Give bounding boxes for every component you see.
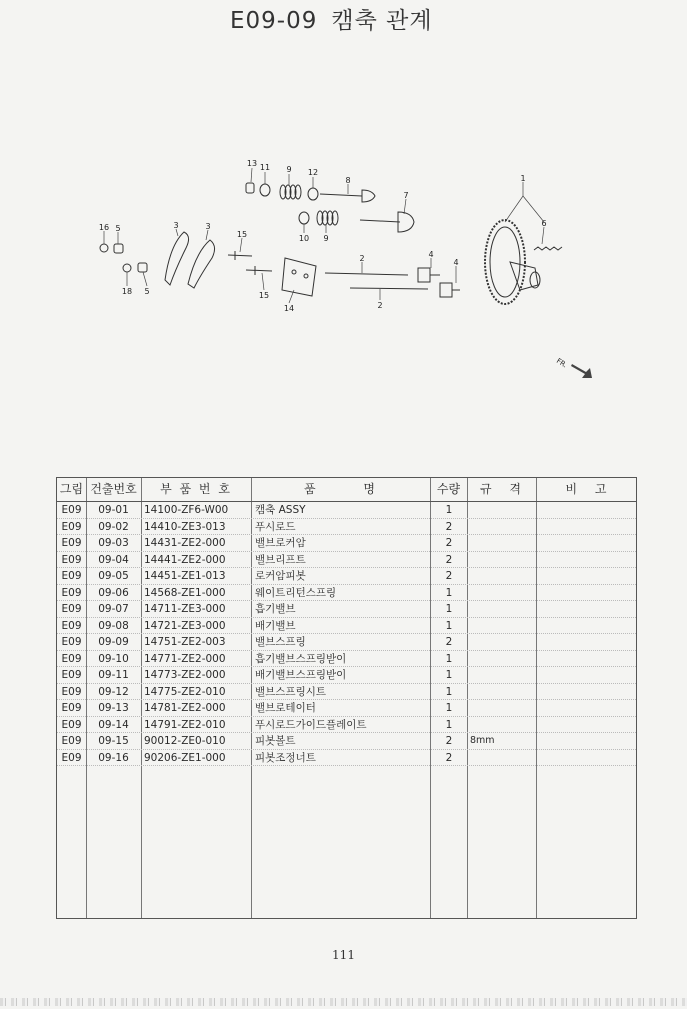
callout-label: 2 xyxy=(377,301,383,310)
row-part-no: 14775-ZE2-010 xyxy=(144,685,226,698)
table-row xyxy=(57,700,636,717)
row-part-no: 14791-ZE2-010 xyxy=(144,718,226,731)
row-item-no: 09-05 xyxy=(98,570,129,582)
part-9-valve-spring-upper xyxy=(280,185,301,199)
row-figure: E09 xyxy=(61,751,82,764)
table-row xyxy=(57,651,636,668)
row-figure: E09 xyxy=(61,553,82,566)
part-12-spring-seat xyxy=(308,188,318,200)
row-part-no: 14773-ZE2-000 xyxy=(144,669,226,681)
part-9-valve-spring-lower xyxy=(317,211,338,225)
part-3-rocker-arm-right xyxy=(188,240,215,288)
table-row xyxy=(57,733,636,750)
row-quantity: 1 xyxy=(445,669,453,681)
table-row xyxy=(57,568,636,585)
callout-label: 5 xyxy=(115,224,121,233)
row-figure: E09 xyxy=(61,619,82,632)
row-spec: 8mm xyxy=(470,735,495,746)
row-item-no: 09-09 xyxy=(98,636,129,648)
table-row xyxy=(57,535,636,552)
row-separator xyxy=(57,765,636,766)
row-quantity: 2 xyxy=(445,553,453,566)
row-item-no: 09-11 xyxy=(98,669,129,681)
row-part-name: 웨이트리턴스프링 xyxy=(255,586,337,599)
row-item-no: 09-02 xyxy=(98,520,129,533)
table-row xyxy=(57,634,636,651)
row-figure: E09 xyxy=(61,603,82,615)
row-part-name: 밸브스프링 xyxy=(255,636,306,648)
row-item-no: 09-07 xyxy=(98,603,129,615)
row-item-no: 09-14 xyxy=(98,718,129,731)
part-15-pivot-bolt-upper xyxy=(228,251,252,260)
row-spec xyxy=(468,502,538,519)
row-part-name: 피봇조정너트 xyxy=(255,751,316,764)
row-figure: E09 xyxy=(61,669,82,681)
table-row xyxy=(57,502,636,519)
part-3-rocker-arm-left xyxy=(165,232,189,285)
row-quantity: 2 xyxy=(445,751,453,764)
row-spec xyxy=(468,717,538,734)
table-row xyxy=(57,667,636,684)
row-item-no: 09-04 xyxy=(98,553,129,566)
row-part-no: 14751-ZE2-003 xyxy=(144,636,226,648)
row-item-no: 09-03 xyxy=(98,537,129,549)
table-row xyxy=(57,585,636,602)
callout-label: 18 xyxy=(121,287,133,296)
table-row xyxy=(57,750,636,767)
parts-table xyxy=(56,477,637,919)
header-quantity: 수량 xyxy=(436,482,461,496)
row-part-name: 푸시로드 xyxy=(255,520,296,533)
table-row xyxy=(57,552,636,569)
row-figure: E09 xyxy=(61,702,82,714)
part-8-exhaust-valve xyxy=(320,190,375,202)
row-quantity: 1 xyxy=(445,718,453,731)
table-row xyxy=(57,717,636,734)
part-5-rocker-arm-pivot-upper xyxy=(114,244,123,253)
row-part-no: 14410-ZE3-013 xyxy=(144,520,226,533)
row-part-no: 90206-ZE1-000 xyxy=(144,751,226,764)
row-part-no: 14568-ZE1-000 xyxy=(144,586,226,599)
page-title-code: E09-09 xyxy=(230,8,318,34)
header-figure: 그림 xyxy=(59,482,84,496)
row-spec xyxy=(468,519,538,536)
callout-label: 13 xyxy=(246,159,258,168)
part-5-rocker-arm-pivot-lower xyxy=(138,263,147,272)
row-item-no: 09-01 xyxy=(98,504,129,516)
part-6-weight-return-spring xyxy=(534,247,562,250)
row-spec xyxy=(468,684,538,701)
row-figure: E09 xyxy=(61,504,82,516)
callout-label: 2 xyxy=(359,254,365,263)
header-item-no: 건출번호 xyxy=(90,482,137,496)
row-part-name: 밸브리프트 xyxy=(255,553,306,566)
row-part-name: 캠축 ASSY xyxy=(255,504,306,516)
part-4-valve-lifter-lower xyxy=(440,283,460,297)
header-spec: 규 격 xyxy=(480,482,523,496)
row-item-no: 09-08 xyxy=(98,619,129,632)
callout-label: 9 xyxy=(323,234,329,243)
row-part-name: 배기밸브스프링받이 xyxy=(255,669,347,681)
row-quantity: 2 xyxy=(445,636,453,648)
row-quantity: 1 xyxy=(445,702,453,714)
row-spec xyxy=(468,535,538,552)
part-11-retainer xyxy=(260,184,270,196)
row-figure: E09 xyxy=(61,735,82,747)
callout-label: 14 xyxy=(283,304,295,313)
row-figure: E09 xyxy=(61,685,82,698)
row-figure: E09 xyxy=(61,570,82,582)
row-part-no: 14441-ZE2-000 xyxy=(144,553,226,566)
row-spec xyxy=(468,667,538,684)
front-direction-arrow xyxy=(555,357,592,378)
row-quantity: 2 xyxy=(445,570,453,582)
callout-label: 15 xyxy=(258,291,270,300)
row-part-no: 90012-ZE0-010 xyxy=(144,735,226,747)
part-1-camshaft-assy xyxy=(485,220,540,304)
row-part-no: 14781-ZE2-000 xyxy=(144,702,226,714)
row-spec xyxy=(468,651,538,668)
callout-label: 8 xyxy=(345,176,351,185)
page-number: 111 xyxy=(332,948,355,962)
row-item-no: 09-10 xyxy=(98,652,129,665)
table-row xyxy=(57,618,636,635)
row-part-no: 14721-ZE3-000 xyxy=(144,619,226,632)
callout-label: 6 xyxy=(541,219,547,228)
row-part-no: 14431-ZE2-000 xyxy=(144,537,226,549)
row-part-name: 푸시로드가이드플레이트 xyxy=(255,718,367,731)
row-figure: E09 xyxy=(61,586,82,599)
row-spec xyxy=(468,585,538,602)
callout-label: 4 xyxy=(428,250,434,259)
row-figure: E09 xyxy=(61,537,82,549)
row-spec xyxy=(468,601,538,618)
header-remarks: 비 고 xyxy=(565,482,609,496)
row-quantity: 2 xyxy=(445,537,453,549)
page-title xyxy=(230,2,470,32)
row-part-no: 14451-ZE1-013 xyxy=(144,570,226,582)
header-part-name: 품 명 xyxy=(304,482,377,496)
row-item-no: 09-13 xyxy=(98,702,129,714)
row-quantity: 1 xyxy=(445,603,453,615)
row-quantity: 2 xyxy=(445,735,453,747)
table-row xyxy=(57,684,636,701)
row-part-name: 로커암피봇 xyxy=(255,570,306,582)
callout-label: 10 xyxy=(298,234,310,243)
callout-label: 7 xyxy=(403,191,409,200)
row-part-no: 14771-ZE2-000 xyxy=(144,652,226,665)
row-figure: E09 xyxy=(61,718,82,731)
row-spec xyxy=(468,552,538,569)
front-direction-label: FR. xyxy=(554,356,569,370)
part-15-pivot-bolt-lower xyxy=(246,266,272,275)
row-part-no: 14711-ZE3-000 xyxy=(144,603,226,615)
part-2-pushrod-upper xyxy=(325,273,408,275)
callout-label: 11 xyxy=(259,163,271,172)
row-part-name: 밸브로커암 xyxy=(255,537,306,549)
row-part-name: 밸브로테이터 xyxy=(255,702,316,714)
row-spec xyxy=(468,618,538,635)
part-7-intake-valve xyxy=(360,212,414,232)
callout-label: 9 xyxy=(286,165,292,174)
scan-edge-artifact xyxy=(0,998,687,1006)
part-4-valve-lifter-upper xyxy=(418,268,440,282)
callout-label: 1 xyxy=(520,174,526,183)
row-spec xyxy=(468,634,538,651)
row-item-no: 09-12 xyxy=(98,685,129,698)
callout-label: 16 xyxy=(98,223,110,232)
row-item-no: 09-16 xyxy=(98,751,129,764)
row-spec xyxy=(468,750,538,767)
row-spec xyxy=(468,700,538,717)
row-quantity: 1 xyxy=(445,504,453,516)
part-10-spring-retainer xyxy=(299,212,309,224)
row-part-name: 피봇볼트 xyxy=(255,735,296,747)
callout-label: 12 xyxy=(307,168,319,177)
callout-label: 15 xyxy=(236,230,248,239)
row-spec xyxy=(468,568,538,585)
row-quantity: 1 xyxy=(445,586,453,599)
row-part-name: 배기밸브 xyxy=(255,619,296,632)
part-18-nut xyxy=(123,264,131,272)
callout-label: 3 xyxy=(173,221,179,230)
table-row xyxy=(57,601,636,618)
row-quantity: 2 xyxy=(445,520,453,533)
row-item-no: 09-06 xyxy=(98,586,129,599)
callout-label: 3 xyxy=(205,222,211,231)
callout-label: 5 xyxy=(144,287,150,296)
row-part-no: 14100-ZF6-W00 xyxy=(144,504,229,516)
row-quantity: 1 xyxy=(445,652,453,665)
row-part-name: 흡기밸브 xyxy=(255,603,296,615)
table-row xyxy=(57,519,636,536)
row-part-name: 흡기밸브스프링받이 xyxy=(255,652,347,665)
row-part-name: 밸브스프링시트 xyxy=(255,685,327,698)
row-figure: E09 xyxy=(61,636,82,648)
part-13-valve-rotator xyxy=(246,183,254,193)
row-figure: E09 xyxy=(61,652,82,665)
exploded-parts-diagram xyxy=(0,150,687,390)
row-quantity: 1 xyxy=(445,685,453,698)
callout-label: 4 xyxy=(453,258,459,267)
part-16-pivot-adjusting-nut xyxy=(100,244,108,252)
header-part-no: 부 품 번 호 xyxy=(160,482,232,496)
part-14-pushrod-guide-plate xyxy=(282,258,316,296)
row-figure: E09 xyxy=(61,520,82,533)
table-header xyxy=(57,478,636,502)
part-2-pushrod-lower xyxy=(350,288,428,289)
page-title-name: 캠축 관계 xyxy=(331,8,433,34)
row-item-no: 09-15 xyxy=(98,735,129,747)
row-quantity: 1 xyxy=(445,619,453,632)
